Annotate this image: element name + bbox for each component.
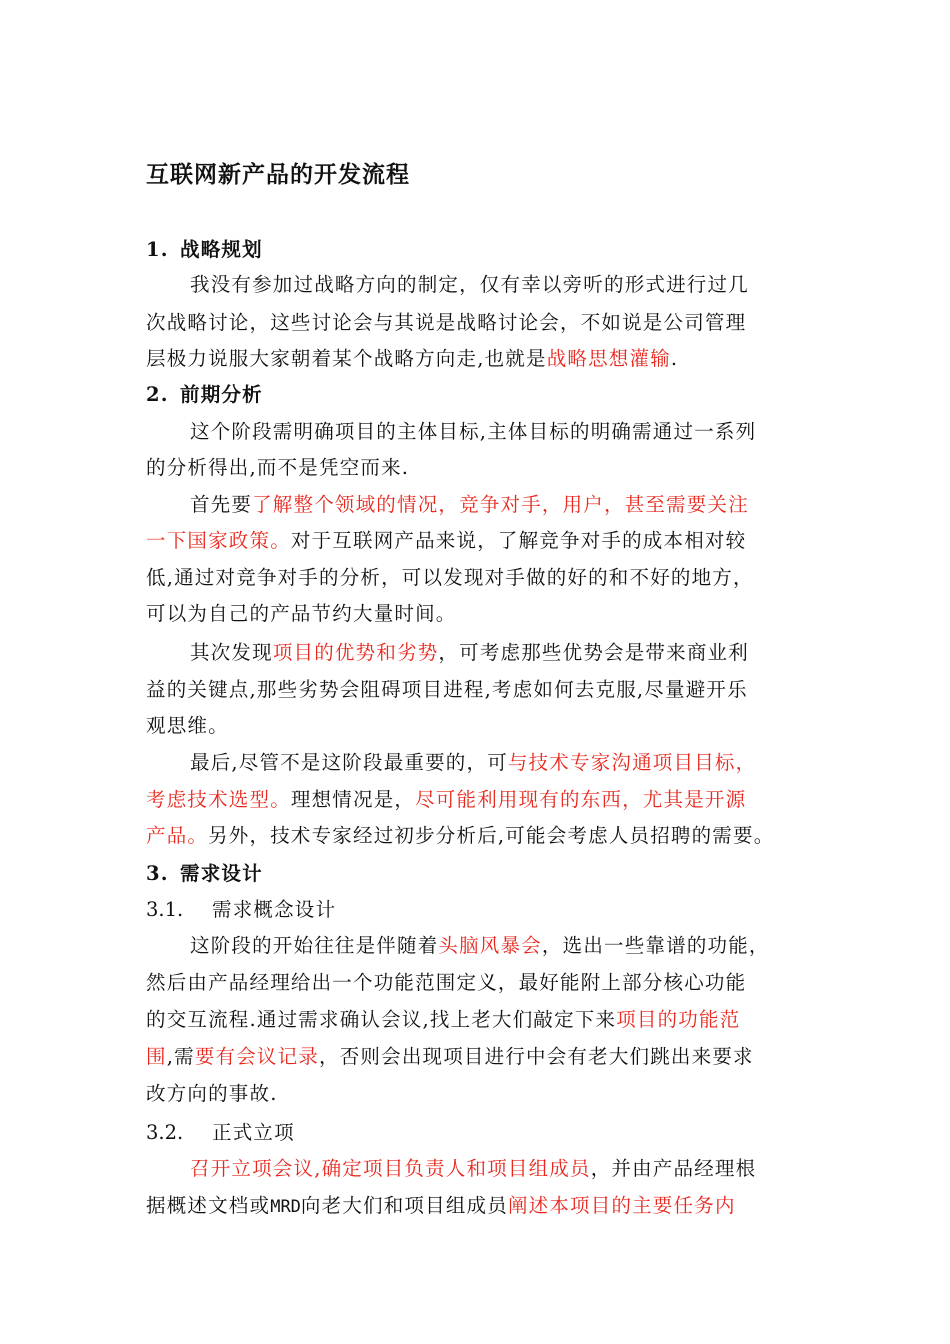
subsection-3-1-heading	[146, 896, 336, 924]
paragraph-line	[146, 1192, 736, 1221]
paragraph-line	[146, 564, 754, 592]
section-1-heading	[146, 236, 263, 264]
subsection-number: 3.1.	[146, 898, 184, 921]
highlight-text: 战略思想灌输	[546, 347, 671, 370]
text: ，可考虑那些优势会是带来商业利	[438, 641, 749, 664]
paragraph-line	[146, 786, 746, 814]
paragraph-line	[146, 969, 746, 997]
highlight-text: 召开立项会议,确定项目负责人和项目组成员	[190, 1157, 591, 1180]
paragraph-line	[146, 1080, 278, 1108]
section-3-heading	[146, 860, 263, 888]
paragraph-line	[190, 1155, 756, 1183]
text: 然后由产品经理给出一个功能范围定义，最好能附上部分核心功能	[146, 971, 747, 994]
text: 其次发现	[190, 641, 273, 664]
paragraph-line	[146, 454, 409, 482]
section-title: 前期分析	[180, 383, 263, 406]
text: 的分析得出,而不是凭空而来.	[146, 456, 410, 479]
section-number: 1.	[146, 238, 169, 261]
paragraph-line	[190, 639, 749, 667]
text: 可以为自己的产品节约大量时间。	[146, 602, 457, 625]
text: ，并由产品经理根	[590, 1157, 757, 1180]
subsection-3-2-heading	[146, 1119, 295, 1147]
text: 这阶段的开始往往是伴随着	[190, 934, 439, 957]
text: 对于互联网产品来说，了解竞争对手的成本相对较	[290, 529, 747, 552]
text: 观思维。	[146, 714, 229, 737]
text: 另外，技术专家经过初步分析后,可能会考虑人员招聘的需要。	[208, 824, 775, 847]
highlight-text: 产品。	[146, 824, 209, 847]
highlight-text: 项目的优势和劣势	[272, 641, 439, 664]
text: ，选出一些靠谱的功能，	[541, 934, 770, 957]
paragraph-line	[190, 749, 756, 777]
text: 的交互流程.通过需求确认会议,找上老大们敲定下来	[146, 1008, 617, 1031]
text: .	[670, 347, 679, 370]
highlight-text: 尽可能利用现有的东西，尤其是开源	[415, 788, 747, 811]
highlight-text: 项目的功能范	[616, 1008, 741, 1031]
text: 理想情况是，	[290, 788, 416, 811]
section-title: 需求设计	[180, 862, 263, 885]
paragraph-line	[146, 822, 774, 850]
highlight-text: 头脑风暴会	[438, 934, 542, 957]
paragraph-line	[146, 527, 746, 555]
highlight-text: 了解整个领域的情况，竞争对手，用户，甚至需要关注	[252, 493, 749, 516]
text: 改方向的事故.	[146, 1082, 278, 1105]
paragraph-line	[190, 271, 749, 299]
highlight-text: 与技术专家沟通项目目标，	[507, 751, 757, 774]
text: 低,通过对竞争对手的分析，可以发现对手做的好的和不好的地方，	[146, 566, 754, 589]
paragraph-line	[146, 309, 746, 337]
section-title: 战略规划	[180, 238, 263, 261]
highlight-text: 围	[146, 1045, 167, 1068]
page-title: 互联网新产品的开发流程	[146, 161, 410, 188]
subsection-title: 正式立项	[212, 1121, 295, 1144]
paragraph-line	[146, 600, 457, 628]
section-number: 3.	[146, 862, 169, 885]
text: 据概述文档或	[146, 1194, 271, 1217]
highlight-text: 考虑技术选型。	[146, 788, 291, 811]
text: 这个阶段需明确项目的主体目标,主体目标的明确需通过一系列	[190, 420, 757, 443]
paragraph-line	[146, 1006, 740, 1034]
highlight-text: 一下国家政策。	[146, 529, 291, 552]
paragraph-line	[190, 418, 756, 446]
text: ，否则会出现项目进行中会有老大们跳出来要求	[319, 1045, 754, 1068]
paragraph-line	[146, 345, 678, 373]
paragraph-line	[190, 491, 749, 519]
highlight-text: 阐述本项目的主要任务内	[507, 1194, 736, 1217]
text: 益的关键点,那些劣势会阻碍项目进程,考虑如何去克服,尽量避开乐	[146, 678, 748, 701]
paragraph-line	[190, 932, 770, 960]
text: 首先要	[190, 493, 253, 516]
paragraph-line	[146, 676, 748, 704]
text: 我没有参加过战略方向的制定，仅有幸以旁听的形式进行过几	[190, 273, 749, 296]
paragraph-line	[146, 1043, 754, 1071]
text: 最后,尽管不是这阶段最重要的，可	[190, 751, 508, 774]
text: ,需	[166, 1045, 195, 1068]
section-number: 2.	[146, 383, 169, 406]
text: 层极力说服大家朝着某个战略方向走,也就是	[146, 347, 547, 370]
acronym-text: MRD	[270, 1197, 301, 1217]
section-2-heading	[146, 381, 263, 409]
subsection-number: 3.2.	[146, 1121, 184, 1144]
paragraph-line	[146, 712, 229, 740]
highlight-text: 要有会议记录	[194, 1045, 320, 1068]
text: 向老大们和项目组成员	[300, 1194, 508, 1217]
subsection-title: 需求概念设计	[212, 898, 337, 921]
text: 次战略讨论，这些讨论会与其说是战略讨论会，不如说是公司管理	[146, 311, 747, 334]
